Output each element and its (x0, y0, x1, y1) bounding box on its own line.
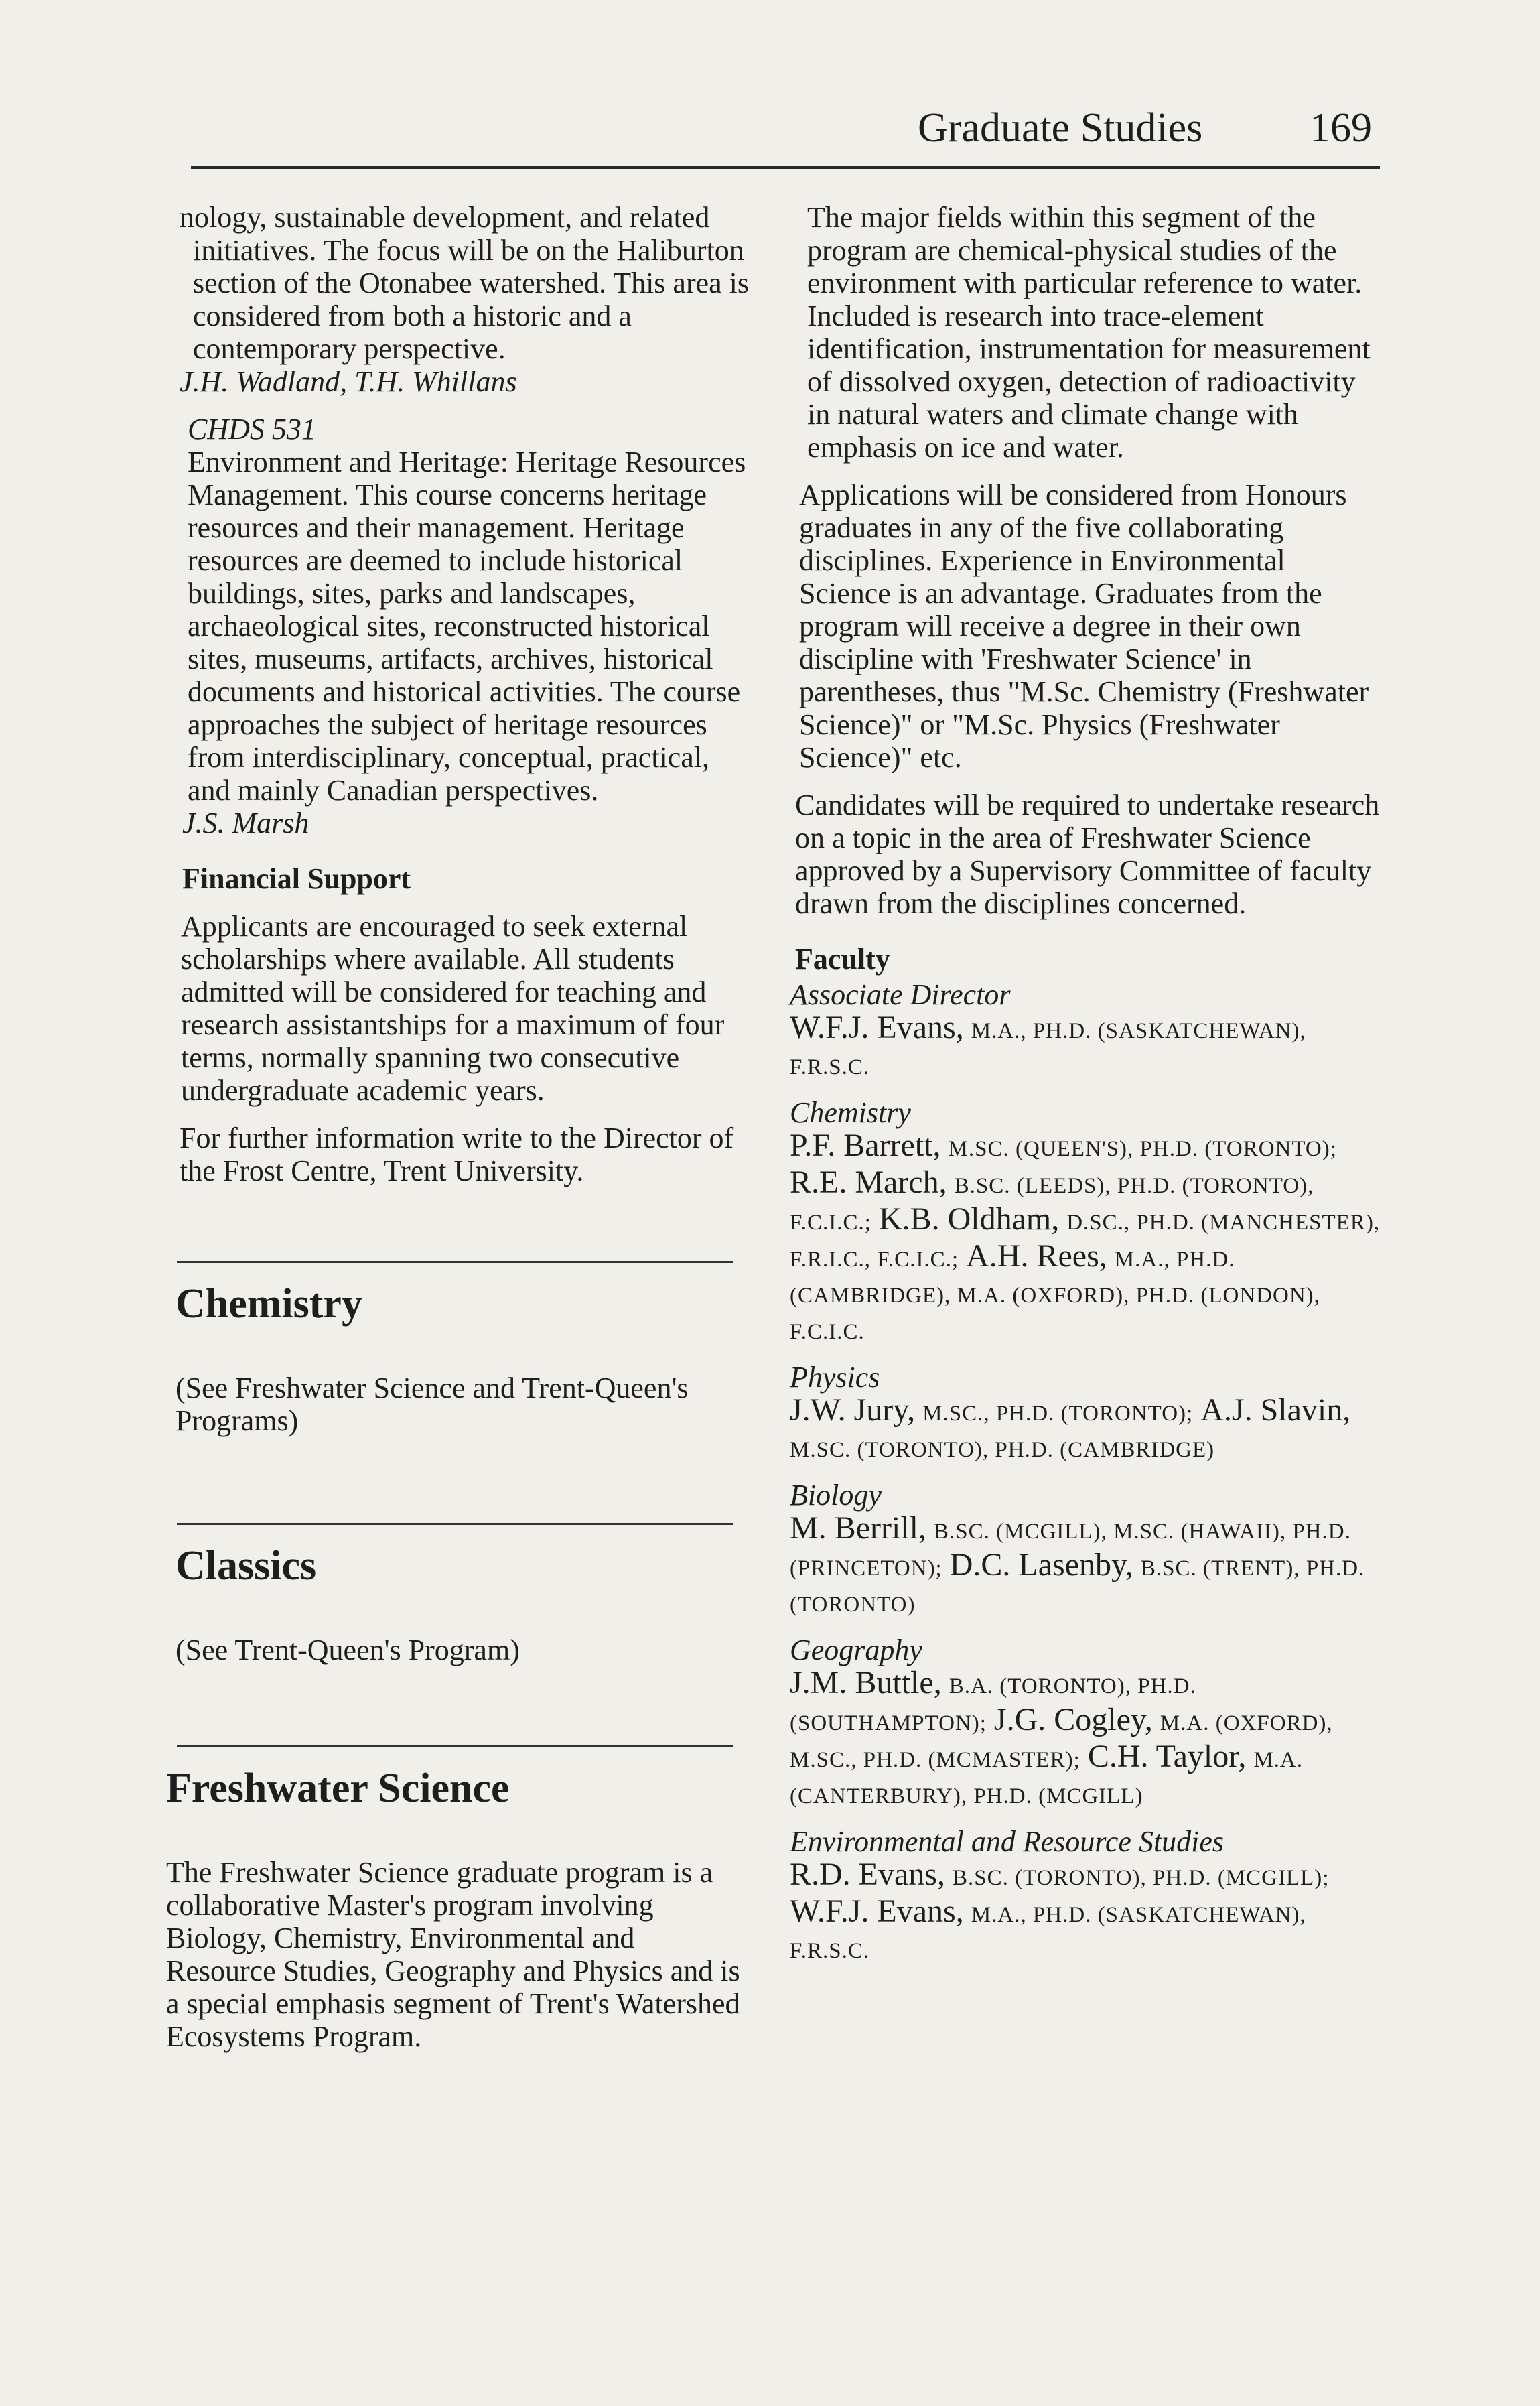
section-title: Chemistry (176, 1281, 362, 1327)
faculty-member-name: A.J. Slavin, (1200, 1392, 1351, 1428)
page-number: 169 (1310, 105, 1372, 151)
faculty-group-label: Chemistry (790, 1096, 911, 1129)
section-title: Classics (176, 1543, 317, 1589)
financial-support-heading: Financial Support (182, 862, 411, 895)
section-rule (177, 1523, 733, 1525)
faculty-member-credentials: M.A., PH.D. (CAMBRIDGE), M.A. (OXFORD), PH.D. (LONDON), F.C.I.C. (790, 1248, 1320, 1344)
faculty-member-credentials: M.SC., PH.D. (TORONTO); (922, 1402, 1194, 1426)
faculty-member-credentials: D.SC., PH.D. (MANCHESTER), F.R.I.C., F.C.I.C.; (790, 1211, 1381, 1272)
faculty-heading: Faculty (795, 943, 890, 976)
header-rule (191, 166, 1380, 169)
course-description: Environment and Heritage: Heritage Resources Management. This course concerns heritage resources and their management. Heritage resources are deemed to include historical buildings, sites, parks and landscapes, archaeological sites, reconstructed historical sites, museums, artifacts, archives, historical documents and historical activities. The course approaches the subject of heritage resources from interdisciplinary, conceptual, practical, and mainly Canadian perspectives. (188, 446, 746, 807)
faculty-members (790, 1858, 1383, 1968)
course-instructor: J.S. Marsh (182, 807, 309, 840)
faculty-member-credentials: B.SC. (LEEDS), PH.D. (TORONTO), F.C.I.C.; (790, 1174, 1314, 1235)
faculty-member-credentials: B.SC. (MCGILL), M.SC. (HAWAII), PH.D. (PRINCETON); (790, 1520, 1351, 1581)
faculty-group (790, 978, 1383, 1084)
section-rule (177, 1261, 733, 1263)
faculty-member-credentials: B.A. (TORONTO), PH.D. (SOUTHAMPTON); (790, 1674, 1196, 1735)
program-fields-paragraph: The major fields within this segment of the program are chemical-physical studies of the environment with particular reference to water. Included is research into trace-element identification, instrumentation for measurement of dissolved oxygen, detection of radioactivity in natural waters and climate change with emphasis on ice and water. (807, 201, 1371, 464)
faculty-member-name: M. Berrill, (790, 1510, 926, 1546)
left-column (166, 201, 750, 2053)
financial-support-text: Applicants are encouraged to seek external scholarships where available. All students admitted will be considered for teaching and research assistantships for a maximum of four terms, normally spanning two consecutive undergraduate academic years. (181, 910, 725, 1107)
faculty-member-name: R.D. Evans, (790, 1857, 945, 1892)
faculty-member-credentials: M.SC. (QUEEN'S), PH.D. (TORONTO); (948, 1137, 1337, 1161)
faculty-member-name: J.G. Cogley, (993, 1702, 1153, 1737)
section-note: (See Freshwater Science and Trent-Queen's Programs) (176, 1372, 689, 1437)
faculty-member-name: J.W. Jury, (790, 1392, 916, 1428)
running-header-title: Graduate Studies (918, 105, 1203, 151)
faculty-groups (790, 978, 1383, 1968)
section-note: The Freshwater Science graduate program is a collaborative Master's program involving Biology, Chemistry, Environmental and Resource Studies, Geography and Physics and is a special emphasis segment of Trent's Watershed Ecosystems Program. (166, 1856, 740, 2053)
section-chemistry (166, 1261, 750, 1437)
course-code: CHDS 531 (188, 413, 316, 446)
faculty-members (790, 1666, 1383, 1813)
faculty-members (790, 1011, 1383, 1084)
faculty-member-credentials: B.SC. (TORONTO), PH.D. (MCGILL); (952, 1866, 1330, 1890)
faculty-group-label: Environmental and Resource Studies (790, 1825, 1224, 1858)
faculty-members (790, 1394, 1383, 1467)
faculty-member-credentials: M.A. (OXFORD), M.SC., PH.D. (MCMASTER); (790, 1711, 1333, 1772)
faculty-member-name: W.F.J. Evans, (790, 1010, 964, 1045)
further-info-text: For further information write to the Director of the Frost Centre, Trent University. (180, 1122, 734, 1187)
intro-paragraph: nology, sustainable development, and related initiatives. The focus will be on the Haliburton section of the Otonabee watershed. This area is considered from both a historic and a contemporary perspective. (180, 201, 750, 365)
faculty-member-name: R.E. March, (790, 1164, 947, 1200)
intro-instructors: J.H. Wadland, T.H. Whillans (180, 365, 517, 398)
faculty-member-credentials: B.SC. (TRENT), PH.D. (TORONTO) (790, 1556, 1365, 1617)
faculty-group-label: Biology (790, 1479, 882, 1512)
faculty-members (790, 1129, 1383, 1349)
section-title: Freshwater Science (166, 1765, 510, 1811)
faculty-member-credentials: M.A. (CANTERBURY), PH.D. (MCGILL) (790, 1748, 1303, 1808)
right-column (780, 201, 1383, 1968)
faculty-group-label: Associate Director (790, 978, 1011, 1011)
research-paragraph: Candidates will be required to undertake research on a topic in the area of Freshwater Science approved by a Supervisory Committee of faculty drawn from the disciplines concerned. (795, 789, 1380, 920)
section-freshwater-science (166, 1745, 750, 2053)
faculty-group (790, 1479, 1383, 1621)
faculty-group-label: Physics (790, 1361, 880, 1394)
section-classics (166, 1523, 750, 1666)
faculty-group (790, 1633, 1383, 1813)
faculty-member-name: K.B. Oldham, (878, 1201, 1060, 1237)
applications-paragraph: Applications will be considered from Honours graduates in any of the five collaborating disciplines. Experience in Environmental Science is an advantage. Graduates from the program will receive a degree in their own discipline with 'Freshwater Science' in parentheses, thus "M.Sc. Chemistry (Freshwater Science)" or "M.Sc. Physics (Freshwater Science)" etc. (799, 478, 1369, 774)
faculty-list (780, 978, 1383, 1968)
faculty-member-credentials: M.A., PH.D. (SASKATCHEWAN), F.R.S.C. (790, 1903, 1306, 1963)
faculty-member-name: P.F. Barrett, (790, 1128, 941, 1163)
faculty-member-credentials: M.SC. (TORONTO), PH.D. (CAMBRIDGE) (790, 1438, 1215, 1462)
faculty-group (790, 1361, 1383, 1467)
faculty-members (790, 1512, 1383, 1621)
faculty-member-name: J.M. Buttle, (790, 1665, 942, 1700)
section-rule (177, 1745, 733, 1747)
faculty-member-credentials: M.A., PH.D. (SASKATCHEWAN), F.R.S.C. (790, 1019, 1306, 1079)
faculty-member-name: D.C. Lasenby, (949, 1547, 1133, 1583)
section-note: (See Trent-Queen's Program) (176, 1633, 520, 1666)
faculty-group (790, 1825, 1383, 1968)
faculty-member-name: W.F.J. Evans, (790, 1893, 964, 1929)
faculty-group-label: Geography (790, 1633, 922, 1666)
faculty-member-name: C.H. Taylor, (1087, 1739, 1247, 1774)
faculty-group (790, 1096, 1383, 1349)
faculty-member-name: A.H. Rees, (966, 1238, 1107, 1274)
